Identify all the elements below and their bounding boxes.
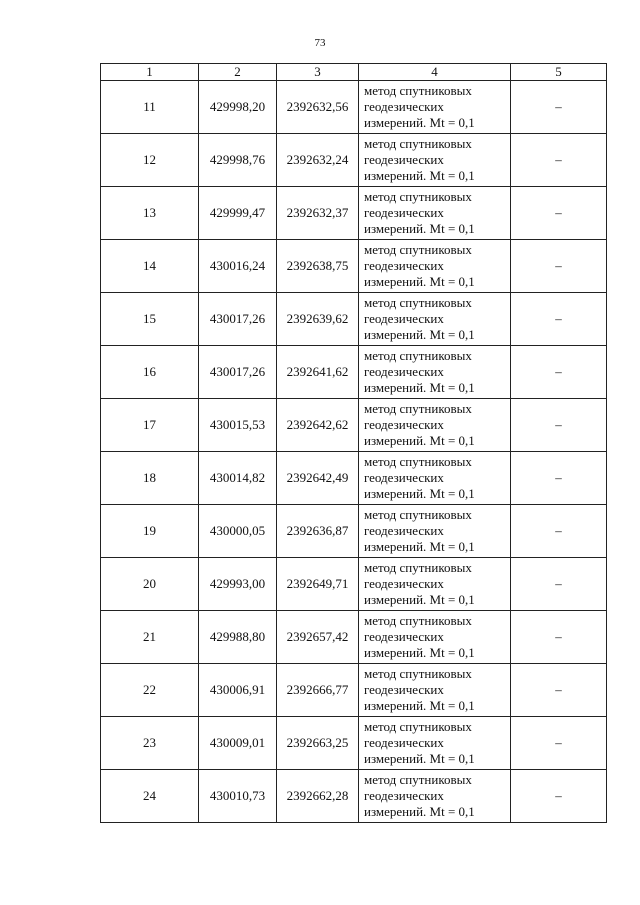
coordinate-y: 2392641,62 [277,346,359,399]
point-number: 20 [101,558,199,611]
coordinate-y: 2392666,77 [277,664,359,717]
point-number: 21 [101,611,199,664]
method-description [359,399,511,452]
method-description [359,81,511,134]
method-line: геодезических [364,788,444,803]
method-line: измерений. Mt = 0,1 [364,698,475,713]
point-number: 13 [101,187,199,240]
method-line: метод спутниковых [364,507,472,522]
method-line: геодезических [364,629,444,644]
coordinate-x: 429993,00 [199,558,277,611]
header-col-1: 1 [101,64,199,81]
table-row [101,558,607,611]
method-line: метод спутниковых [364,189,472,204]
method-line: метод спутниковых [364,613,472,628]
point-number: 14 [101,240,199,293]
method-description [359,346,511,399]
coordinate-x: 429998,20 [199,81,277,134]
note-dash: – [511,717,607,770]
point-number: 15 [101,293,199,346]
header-col-3: 3 [277,64,359,81]
table-row [101,452,607,505]
method-line: измерений. Mt = 0,1 [364,751,475,766]
method-line: измерений. Mt = 0,1 [364,645,475,660]
table-row [101,81,607,134]
table-row [101,770,607,823]
method-description [359,187,511,240]
page-number: 73 [314,37,326,49]
note-dash: – [511,558,607,611]
note-dash: – [511,81,607,134]
coordinate-x: 430015,53 [199,399,277,452]
method-line: метод спутниковых [364,136,472,151]
method-description [359,664,511,717]
method-line: метод спутниковых [364,454,472,469]
coordinate-y: 2392636,87 [277,505,359,558]
method-line: геодезических [364,364,444,379]
method-line: измерений. Mt = 0,1 [364,327,475,342]
method-line: измерений. Mt = 0,1 [364,221,475,236]
method-line: метод спутниковых [364,348,472,363]
method-line: геодезических [364,99,444,114]
method-description [359,134,511,187]
table-body [101,81,607,823]
point-number: 19 [101,505,199,558]
table-row [101,293,607,346]
point-number: 12 [101,134,199,187]
coordinates-table [100,63,607,823]
coordinate-y: 2392649,71 [277,558,359,611]
method-line: измерений. Mt = 0,1 [364,804,475,819]
note-dash: – [511,187,607,240]
coordinate-y: 2392642,49 [277,452,359,505]
coordinate-y: 2392638,75 [277,240,359,293]
table-row [101,346,607,399]
header-col-5: 5 [511,64,607,81]
table-row [101,240,607,293]
method-description [359,611,511,664]
note-dash: – [511,505,607,558]
method-description [359,505,511,558]
point-number: 18 [101,452,199,505]
coordinate-y: 2392632,24 [277,134,359,187]
note-dash: – [511,134,607,187]
coordinate-x: 430016,24 [199,240,277,293]
header-col-2: 2 [199,64,277,81]
coordinate-x: 429988,80 [199,611,277,664]
method-line: геодезических [364,682,444,697]
header-col-4: 4 [359,64,511,81]
method-line: метод спутниковых [364,83,472,98]
coordinate-x: 430006,91 [199,664,277,717]
coordinate-y: 2392657,42 [277,611,359,664]
point-number: 22 [101,664,199,717]
table-row [101,505,607,558]
method-line: метод спутниковых [364,772,472,787]
method-line: измерений. Mt = 0,1 [364,380,475,395]
method-line: метод спутниковых [364,560,472,575]
method-line: геодезических [364,152,444,167]
method-line: геодезических [364,576,444,591]
table-row [101,134,607,187]
coordinate-x: 430017,26 [199,293,277,346]
note-dash: – [511,452,607,505]
note-dash: – [511,611,607,664]
method-description [359,717,511,770]
note-dash: – [511,399,607,452]
method-line: метод спутниковых [364,242,472,257]
coordinate-x: 430010,73 [199,770,277,823]
method-description [359,240,511,293]
method-line: геодезических [364,417,444,432]
table-row [101,187,607,240]
coordinate-y: 2392632,37 [277,187,359,240]
method-line: измерений. Mt = 0,1 [364,433,475,448]
coordinate-x: 429998,76 [199,134,277,187]
coordinate-y: 2392662,28 [277,770,359,823]
coordinate-x: 430017,26 [199,346,277,399]
coordinate-x: 430000,05 [199,505,277,558]
method-line: измерений. Mt = 0,1 [364,274,475,289]
coordinate-x: 430009,01 [199,717,277,770]
method-line: геодезических [364,735,444,750]
note-dash: – [511,770,607,823]
table-row [101,717,607,770]
method-line: метод спутниковых [364,666,472,681]
coordinate-y: 2392642,62 [277,399,359,452]
method-line: геодезических [364,523,444,538]
method-description [359,770,511,823]
method-line: измерений. Mt = 0,1 [364,539,475,554]
table-header-row [101,64,607,81]
method-line: геодезических [364,311,444,326]
method-description [359,558,511,611]
note-dash: – [511,346,607,399]
method-line: метод спутниковых [364,295,472,310]
point-number: 16 [101,346,199,399]
coordinate-y: 2392663,25 [277,717,359,770]
table-row [101,399,607,452]
point-number: 23 [101,717,199,770]
method-line: геодезических [364,205,444,220]
method-description [359,452,511,505]
table-row [101,664,607,717]
point-number: 17 [101,399,199,452]
coordinate-y: 2392639,62 [277,293,359,346]
coordinate-y: 2392632,56 [277,81,359,134]
method-line: измерений. Mt = 0,1 [364,115,475,130]
method-line: геодезических [364,470,444,485]
point-number: 24 [101,770,199,823]
note-dash: – [511,664,607,717]
coordinate-x: 429999,47 [199,187,277,240]
method-line: геодезических [364,258,444,273]
method-line: метод спутниковых [364,719,472,734]
method-line: измерений. Mt = 0,1 [364,592,475,607]
coordinate-x: 430014,82 [199,452,277,505]
method-line: измерений. Mt = 0,1 [364,168,475,183]
table-row [101,611,607,664]
point-number: 11 [101,81,199,134]
method-description [359,293,511,346]
method-line: измерений. Mt = 0,1 [364,486,475,501]
note-dash: – [511,240,607,293]
note-dash: – [511,293,607,346]
method-line: метод спутниковых [364,401,472,416]
